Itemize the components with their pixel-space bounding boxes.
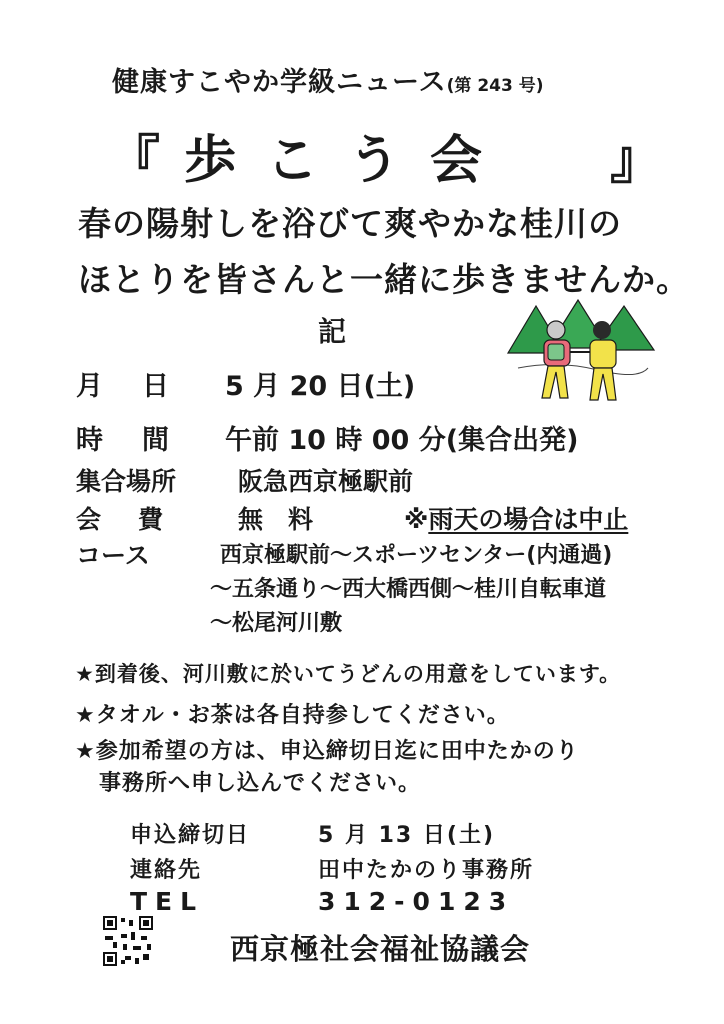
- note-1: ★到着後、河川敷に於いてうどんの用意をしています。: [75, 662, 622, 686]
- organizer-name: 西京極社会福祉協議会: [230, 932, 531, 966]
- place-value: 阪急西京極駅前: [238, 467, 414, 496]
- place-label: 集合場所: [76, 467, 177, 496]
- time-value: 午前 10 時 00 分(集合出発): [225, 425, 579, 456]
- contact-label: 連絡先: [130, 858, 203, 883]
- ki-heading: 記: [318, 315, 347, 348]
- issue-number: (第 243 号): [446, 76, 544, 96]
- tel-value: 312-0123: [318, 887, 515, 916]
- date-label: 月 日: [76, 371, 175, 402]
- fee-label: 会 費: [76, 505, 170, 534]
- rain-note: [404, 500, 628, 536]
- deadline-label: 申込締切日: [130, 823, 251, 848]
- date-value: 5 月 20 日(土): [225, 371, 416, 402]
- contact-value: 田中たかのり事務所: [318, 858, 535, 883]
- course-label: コース: [76, 541, 150, 570]
- note-2: ★タオル・お茶は各自持参してください。: [75, 703, 510, 728]
- time-label: 時 間: [76, 425, 175, 456]
- tel-label: TEL: [130, 887, 205, 916]
- title-open-bracket: 『: [108, 131, 161, 191]
- title-text: 歩こう会: [184, 131, 513, 191]
- deadline-value: 5 月 13 日(土): [318, 823, 496, 848]
- rain-note-mark: ※: [404, 505, 429, 534]
- lead-line-2: ほとりを皆さんと一緒に歩きませんか。: [78, 260, 690, 299]
- lead-line-1: 春の陽射しを浴びて爽やかな桂川の: [78, 204, 622, 243]
- newsletter-name: 健康すこやか学級ニュース: [112, 67, 447, 98]
- course-line-1: 西京極駅前～スポーツセンター(内通過): [220, 543, 613, 568]
- newsletter-header: [112, 60, 544, 99]
- course-line-3: ～松尾河川敷: [210, 611, 343, 636]
- note-3-line-1: ★参加希望の方は、申込締切日迄に田中たかのり: [75, 739, 579, 764]
- rain-note-text: 雨天の場合は中止: [428, 505, 629, 534]
- walking-couple-illustration: [498, 298, 658, 408]
- title-close-bracket: 』: [610, 131, 663, 191]
- note-3-line-2: 事務所へ申し込んでください。: [99, 771, 422, 796]
- course-line-2: ～五条通り～西大橋西側～桂川自転車道: [210, 577, 607, 602]
- qr-code-icon: [103, 916, 153, 966]
- fee-value: 無 料: [238, 505, 314, 534]
